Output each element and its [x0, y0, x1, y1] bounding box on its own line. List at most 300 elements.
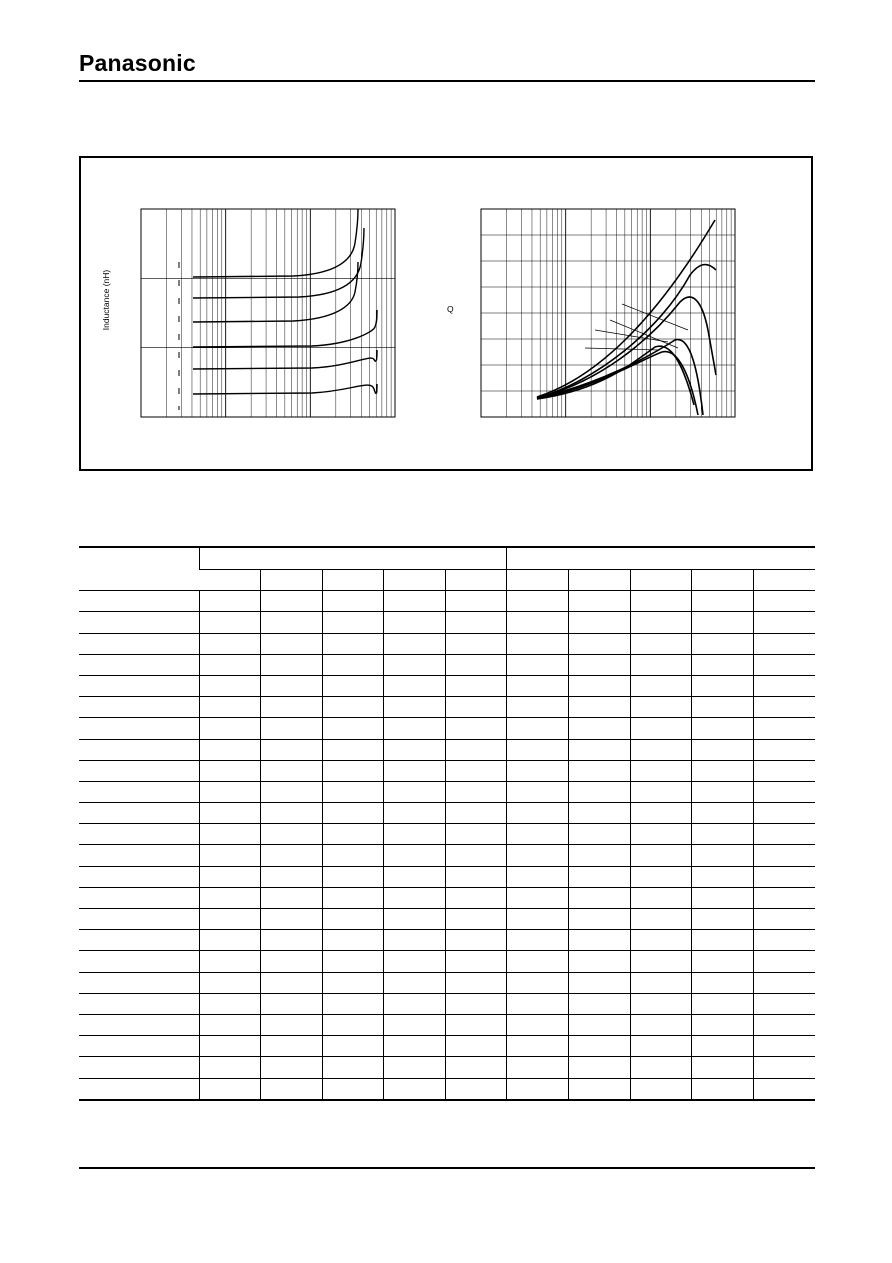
table-cell	[753, 612, 815, 633]
table-cell	[630, 654, 692, 675]
table-cell	[79, 612, 199, 633]
table-cell	[630, 612, 692, 633]
table-cell	[692, 930, 754, 951]
table-cell	[445, 739, 507, 760]
table-cell	[384, 760, 446, 781]
table-cell	[199, 803, 261, 824]
q-leader-line	[585, 348, 660, 350]
table-cell	[445, 612, 507, 633]
table-cell	[199, 739, 261, 760]
table-cell	[753, 760, 815, 781]
table-cell	[692, 1057, 754, 1078]
table-cell	[507, 1036, 569, 1057]
table-cell	[261, 824, 323, 845]
table-cell	[507, 697, 569, 718]
table-cell	[692, 633, 754, 654]
table-cell	[692, 1014, 754, 1035]
table-cell	[692, 1036, 754, 1057]
table-cell	[261, 909, 323, 930]
table-cell	[384, 697, 446, 718]
table-row	[79, 760, 815, 781]
table-cell	[199, 951, 261, 972]
table-cell	[322, 654, 384, 675]
table-row	[79, 654, 815, 675]
table-cell	[569, 803, 631, 824]
table-cell	[507, 1057, 569, 1078]
table-cell	[507, 675, 569, 696]
table-cell	[569, 866, 631, 887]
table-cell	[445, 654, 507, 675]
table-row	[79, 993, 815, 1014]
table-cell	[261, 675, 323, 696]
table-cell	[384, 591, 446, 612]
table-cell	[199, 1036, 261, 1057]
table-cell	[445, 718, 507, 739]
table-cell	[630, 1036, 692, 1057]
table-row	[79, 591, 815, 612]
table-cell	[569, 1057, 631, 1078]
table-row	[79, 718, 815, 739]
table-row	[79, 951, 815, 972]
table-cell	[322, 824, 384, 845]
table-cell	[630, 760, 692, 781]
table-cell	[507, 887, 569, 908]
table-cell	[569, 718, 631, 739]
table-cell	[384, 654, 446, 675]
table-row	[79, 675, 815, 696]
table-cell	[753, 1036, 815, 1057]
table-cell	[445, 972, 507, 993]
table-cell	[322, 803, 384, 824]
table-cell	[199, 591, 261, 612]
table-cell	[692, 1078, 754, 1100]
table-cell	[753, 887, 815, 908]
table-cell	[322, 633, 384, 654]
table-cell	[445, 633, 507, 654]
footer-rule	[79, 1167, 815, 1169]
table-cell	[753, 845, 815, 866]
table-cell	[569, 887, 631, 908]
table-cell	[384, 845, 446, 866]
table-cell	[322, 591, 384, 612]
table-cell	[507, 866, 569, 887]
table-cell	[199, 909, 261, 930]
table-cell	[507, 591, 569, 612]
table-row	[79, 1057, 815, 1078]
table-cell	[79, 803, 199, 824]
table-cell	[261, 930, 323, 951]
table-cell	[384, 1057, 446, 1078]
table-cell	[630, 824, 692, 845]
table-cell	[630, 1014, 692, 1035]
table-cell	[753, 739, 815, 760]
table-cell	[322, 675, 384, 696]
table-cell	[445, 887, 507, 908]
table-cell	[199, 760, 261, 781]
table-cell	[79, 866, 199, 887]
table-cell	[569, 824, 631, 845]
table-cell	[753, 633, 815, 654]
table-cell	[569, 612, 631, 633]
table-cell	[692, 612, 754, 633]
table-cell	[753, 781, 815, 802]
table-cell	[507, 612, 569, 633]
table-cell	[445, 866, 507, 887]
table-row	[79, 739, 815, 760]
table-cell	[322, 930, 384, 951]
table-cell	[79, 675, 199, 696]
table-cell	[692, 993, 754, 1014]
table-cell	[445, 803, 507, 824]
table-cell	[79, 633, 199, 654]
table-cell	[692, 909, 754, 930]
table-cell	[692, 866, 754, 887]
table-row	[79, 1036, 815, 1057]
table-cell	[199, 887, 261, 908]
table-cell	[630, 1057, 692, 1078]
table-cell	[199, 866, 261, 887]
table-cell	[261, 1057, 323, 1078]
table-cell	[569, 591, 631, 612]
table-cell	[261, 845, 323, 866]
table-cell	[753, 1014, 815, 1035]
table-cell	[322, 993, 384, 1014]
table-cell	[630, 972, 692, 993]
table-cell	[507, 972, 569, 993]
table-row	[79, 824, 815, 845]
table-row	[79, 866, 815, 887]
table-cell	[630, 697, 692, 718]
table-cell	[692, 675, 754, 696]
table-cell	[445, 591, 507, 612]
table-row	[79, 972, 815, 993]
table-cell	[79, 951, 199, 972]
q-series-6	[537, 346, 694, 405]
table-cell	[261, 1078, 323, 1100]
table-cell	[384, 1078, 446, 1100]
table-cell	[79, 1036, 199, 1057]
table-cell	[753, 675, 815, 696]
table-cell	[569, 760, 631, 781]
table-cell	[753, 824, 815, 845]
table-cell	[445, 781, 507, 802]
table-cell	[753, 930, 815, 951]
table-cell	[569, 675, 631, 696]
table-row	[79, 1078, 815, 1100]
table-cell	[261, 951, 323, 972]
table-cell	[569, 1078, 631, 1100]
table-cell	[507, 781, 569, 802]
table-cell	[569, 972, 631, 993]
table-cell	[569, 909, 631, 930]
table-cell	[507, 824, 569, 845]
q-chart	[0, 0, 892, 500]
table-cell	[569, 1036, 631, 1057]
table-row	[79, 633, 815, 654]
table-cell	[507, 803, 569, 824]
q-series-1	[537, 220, 715, 397]
table-cell	[79, 930, 199, 951]
table-cell	[199, 1014, 261, 1035]
table-cell	[384, 675, 446, 696]
spec-table	[79, 546, 815, 1101]
table-cell	[569, 654, 631, 675]
q-y-axis-label: Q	[447, 304, 454, 314]
table-cell	[261, 739, 323, 760]
table-cell	[507, 845, 569, 866]
table-cell	[322, 697, 384, 718]
table-cell	[199, 781, 261, 802]
table-cell	[753, 591, 815, 612]
table-cell	[261, 633, 323, 654]
table-cell	[569, 951, 631, 972]
table-cell	[384, 887, 446, 908]
inductance-y-axis-label: Inductance (nH)	[101, 269, 111, 331]
table-cell	[322, 866, 384, 887]
table-cell	[79, 972, 199, 993]
table-cell	[199, 993, 261, 1014]
table-cell	[445, 845, 507, 866]
table-cell	[322, 612, 384, 633]
table-cell	[79, 1057, 199, 1078]
table-cell	[322, 1078, 384, 1100]
table-row	[79, 612, 815, 633]
table-cell	[261, 654, 323, 675]
table-cell	[384, 1036, 446, 1057]
table-cell	[753, 718, 815, 739]
table-cell	[445, 1078, 507, 1100]
table-cell	[322, 760, 384, 781]
table-cell	[261, 591, 323, 612]
table-cell	[569, 781, 631, 802]
table-cell	[384, 951, 446, 972]
table-cell	[79, 739, 199, 760]
table-cell	[322, 887, 384, 908]
table-cell	[630, 845, 692, 866]
table-cell	[322, 781, 384, 802]
table-cell	[322, 718, 384, 739]
table-cell	[79, 1014, 199, 1035]
table-cell	[445, 1014, 507, 1035]
table-cell	[630, 887, 692, 908]
table-cell	[753, 866, 815, 887]
table-cell	[79, 887, 199, 908]
table-cell	[507, 718, 569, 739]
table-cell	[199, 930, 261, 951]
table-cell	[199, 972, 261, 993]
table-cell	[507, 760, 569, 781]
table-cell	[692, 781, 754, 802]
table-header-cell	[79, 547, 199, 591]
table-cell	[384, 781, 446, 802]
table-cell	[630, 675, 692, 696]
table-cell	[199, 1078, 261, 1100]
q-series-2	[537, 265, 716, 398]
table-cell	[507, 1078, 569, 1100]
table-cell	[692, 824, 754, 845]
table-cell	[507, 930, 569, 951]
table-cell	[569, 739, 631, 760]
table-row	[79, 781, 815, 802]
table-cell	[199, 633, 261, 654]
table-cell	[384, 1014, 446, 1035]
table-cell	[630, 781, 692, 802]
table-cell	[261, 1036, 323, 1057]
table-cell	[445, 993, 507, 1014]
table-cell	[199, 1057, 261, 1078]
table-cell	[692, 591, 754, 612]
table-cell	[199, 718, 261, 739]
table-cell	[445, 1057, 507, 1078]
table-cell	[630, 591, 692, 612]
table-cell	[79, 697, 199, 718]
table-cell	[79, 760, 199, 781]
table-cell	[322, 972, 384, 993]
table-cell	[445, 824, 507, 845]
table-cell	[261, 718, 323, 739]
table-cell	[692, 845, 754, 866]
table-cell	[261, 612, 323, 633]
table-cell	[569, 993, 631, 1014]
table-group-header	[507, 547, 815, 570]
table-cell	[753, 697, 815, 718]
table-cell	[630, 951, 692, 972]
table-cell	[445, 1036, 507, 1057]
table-cell	[692, 739, 754, 760]
table-cell	[384, 824, 446, 845]
table-cell	[79, 654, 199, 675]
table-cell	[753, 909, 815, 930]
table-cell	[507, 993, 569, 1014]
table-cell	[261, 1014, 323, 1035]
table-cell	[384, 993, 446, 1014]
table-cell	[630, 866, 692, 887]
table-cell	[753, 1057, 815, 1078]
table-cell	[79, 781, 199, 802]
table-cell	[445, 697, 507, 718]
table-cell	[384, 972, 446, 993]
table-cell	[322, 1057, 384, 1078]
table-cell	[322, 1014, 384, 1035]
table-cell	[630, 633, 692, 654]
table-row	[79, 803, 815, 824]
table-cell	[199, 845, 261, 866]
table-cell	[384, 930, 446, 951]
table-cell	[507, 654, 569, 675]
table-row	[79, 887, 815, 908]
table-cell	[445, 930, 507, 951]
table-cell	[199, 612, 261, 633]
table-cell	[753, 1078, 815, 1100]
table-cell	[692, 718, 754, 739]
table-cell	[753, 972, 815, 993]
table-row	[79, 845, 815, 866]
table-cell	[261, 760, 323, 781]
table-row	[79, 909, 815, 930]
table-cell	[692, 803, 754, 824]
table-group-header	[199, 547, 507, 570]
table-cell	[261, 887, 323, 908]
table-cell	[322, 909, 384, 930]
table-cell	[79, 909, 199, 930]
table-cell	[753, 803, 815, 824]
table-cell	[445, 675, 507, 696]
table-cell	[630, 930, 692, 951]
table-cell	[79, 845, 199, 866]
table-cell	[630, 803, 692, 824]
table-cell	[692, 972, 754, 993]
table-cell	[322, 739, 384, 760]
table-cell	[322, 951, 384, 972]
table-cell	[79, 718, 199, 739]
table-cell	[384, 909, 446, 930]
table-cell	[199, 654, 261, 675]
table-cell	[692, 951, 754, 972]
table-cell	[569, 633, 631, 654]
table-cell	[261, 803, 323, 824]
table-cell	[261, 781, 323, 802]
table-cell	[384, 718, 446, 739]
table-cell	[199, 824, 261, 845]
table-cell	[261, 697, 323, 718]
table-cell	[79, 824, 199, 845]
table-cell	[692, 697, 754, 718]
table-cell	[261, 972, 323, 993]
table-cell	[507, 909, 569, 930]
table-cell	[322, 845, 384, 866]
table-cell	[569, 1014, 631, 1035]
table-cell	[630, 739, 692, 760]
table-cell	[507, 739, 569, 760]
table-cell	[569, 930, 631, 951]
table-cell	[79, 993, 199, 1014]
table-cell	[384, 612, 446, 633]
table-cell	[199, 697, 261, 718]
table-cell	[384, 739, 446, 760]
table-cell	[753, 951, 815, 972]
table-cell	[322, 1036, 384, 1057]
table-row	[79, 1014, 815, 1035]
table-cell	[445, 760, 507, 781]
table-cell	[79, 591, 199, 612]
table-cell	[692, 887, 754, 908]
table-cell	[630, 993, 692, 1014]
table-cell	[384, 866, 446, 887]
table-cell	[507, 633, 569, 654]
panasonic-logo: Panasonic	[79, 50, 196, 76]
table-cell	[199, 675, 261, 696]
table-cell	[630, 909, 692, 930]
table-cell	[630, 1078, 692, 1100]
table-cell	[79, 1078, 199, 1100]
table-cell	[445, 951, 507, 972]
table-cell	[507, 951, 569, 972]
table-cell	[384, 803, 446, 824]
table-cell	[261, 866, 323, 887]
table-cell	[261, 993, 323, 1014]
table-cell	[692, 654, 754, 675]
table-cell	[753, 654, 815, 675]
table-cell	[569, 697, 631, 718]
table-cell	[753, 993, 815, 1014]
table-row	[79, 697, 815, 718]
table-cell	[507, 1014, 569, 1035]
table-cell	[569, 845, 631, 866]
table-cell	[445, 909, 507, 930]
table-row	[79, 930, 815, 951]
table-cell	[630, 718, 692, 739]
table-cell	[384, 633, 446, 654]
